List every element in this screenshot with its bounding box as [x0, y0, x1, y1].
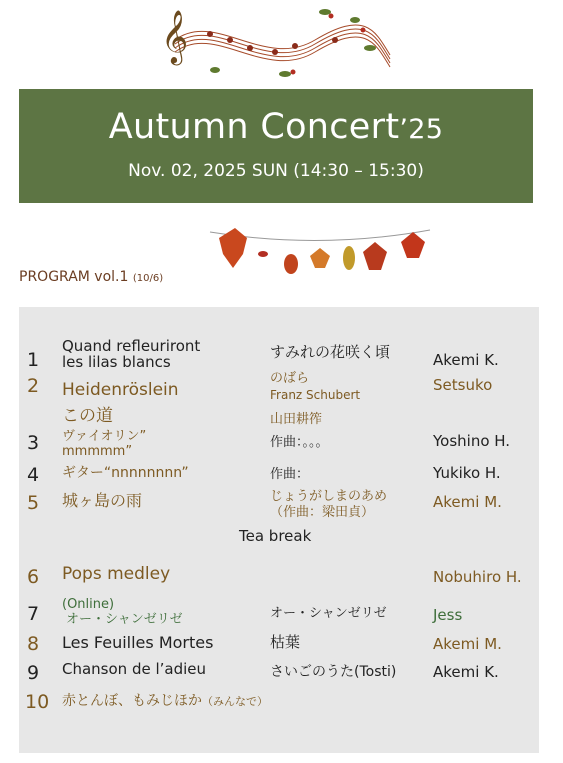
item-japanese: じょうがしまのあめ	[270, 489, 388, 504]
item-title-line2: オー・シャンゼリゼ	[66, 612, 183, 627]
item-title: Quand refleuriront	[62, 337, 201, 355]
item-number: 2	[27, 375, 40, 397]
autumn-leaves-decoration	[205, 218, 435, 286]
item-number: 3	[27, 432, 40, 454]
program-version: (10/6)	[132, 273, 164, 284]
item-japanese: 山田耕筰	[270, 412, 323, 427]
item-performer: Yoshino H.	[433, 432, 511, 450]
svg-text:𝄞: 𝄞	[161, 9, 189, 63]
item-performer: Jess	[433, 606, 463, 624]
item-composer: 作曲：。。。	[270, 435, 329, 450]
item-japanese-line2: （作曲：梁田貞）	[270, 505, 375, 520]
item-title: ギター“nnnnnnnn”	[62, 465, 189, 481]
item-number: 5	[27, 492, 40, 514]
item-japanese: 枯葉	[270, 633, 301, 651]
item-title: Chanson de l’adieu	[62, 660, 207, 678]
item-japanese: さいごのうた(Tosti)	[270, 664, 397, 680]
item-title	[62, 694, 268, 709]
item-title: Les Feuilles Mortes	[62, 633, 214, 652]
music-notes-decoration	[155, 0, 395, 84]
item-performer: Akemi M.	[433, 635, 502, 653]
item-number: 6	[27, 566, 40, 588]
item-number: 1	[27, 349, 40, 371]
item-title: Pops medley	[62, 564, 171, 584]
item-title: Heidenröslein	[62, 380, 179, 400]
item-title: この道	[62, 406, 113, 426]
item-performer: Akemi M.	[433, 493, 502, 511]
item-number: 10	[25, 691, 50, 713]
concert-title	[19, 107, 533, 147]
title-text: Autumn Concert	[108, 107, 400, 147]
item-note: （みんなで）	[202, 695, 268, 708]
break-label: Tea break	[239, 527, 312, 545]
item-title-line2: ヴァイオリン”	[62, 429, 147, 444]
item-performer: Nobuhiro H.	[433, 568, 522, 586]
item-number: 7	[27, 603, 40, 625]
item-japanese: のばら	[270, 371, 310, 386]
title-banner	[19, 89, 533, 203]
item-performer: Akemi K.	[433, 663, 499, 681]
item-performer: Yukiko H.	[433, 464, 501, 482]
item-title: (Online)	[62, 597, 115, 612]
title-year: ’25	[399, 114, 444, 145]
item-japanese: すみれの花咲く頃	[270, 343, 391, 361]
item-composer: Franz Schubert	[270, 388, 361, 402]
item-number: 9	[27, 662, 40, 684]
item-number: 4	[27, 464, 40, 486]
item-japanese: 作曲：	[270, 467, 310, 482]
item-title-line3: mmmmm”	[62, 444, 133, 459]
item-title-line2: les lilas blancs	[62, 353, 171, 371]
item-title-text: 赤とんぼ、もみじほか	[62, 693, 202, 709]
concert-date: Nov. 02, 2025 SUN (14:30 – 15:30)	[128, 161, 424, 181]
item-japanese: オー・シャンゼリゼ	[270, 606, 387, 621]
program-title: PROGRAM vol.1	[19, 269, 129, 285]
item-title: 城ヶ島の雨	[62, 491, 143, 510]
program-label	[19, 269, 163, 285]
item-number: 8	[27, 633, 40, 655]
item-performer: Setsuko	[433, 376, 493, 394]
item-performer: Akemi K.	[433, 351, 499, 369]
